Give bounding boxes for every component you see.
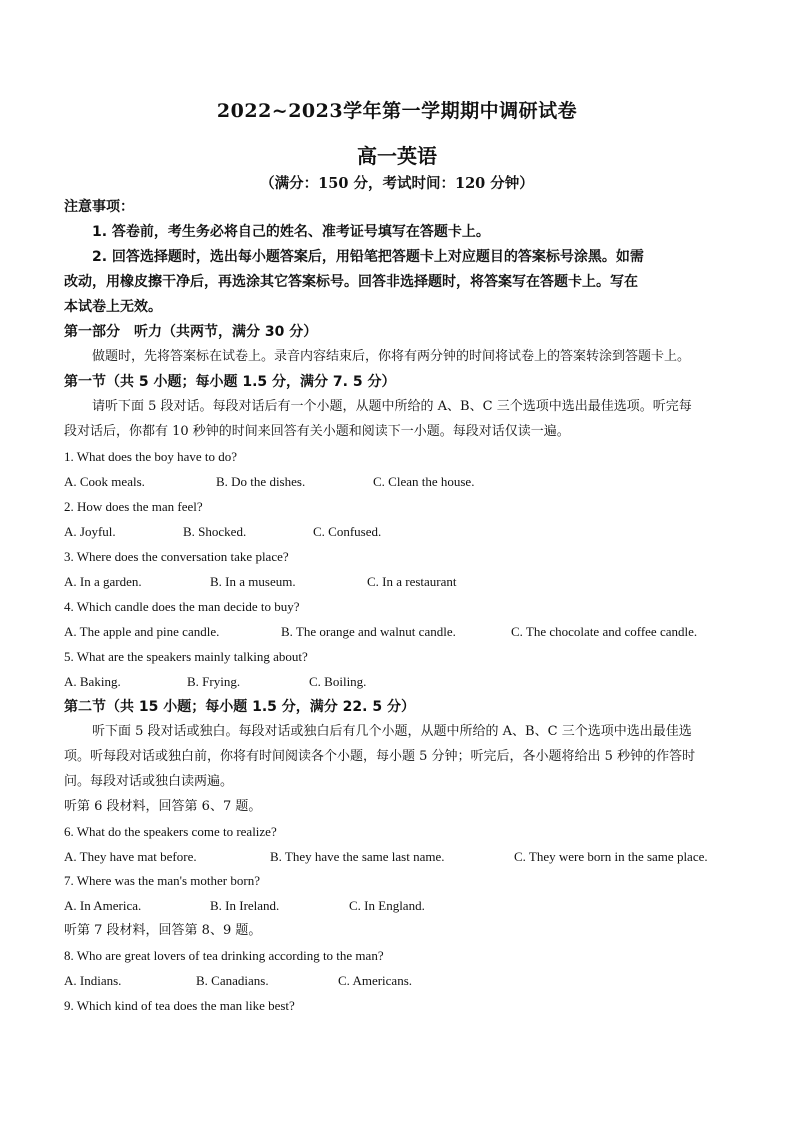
q5-option-a: A. Baking. bbox=[64, 674, 121, 689]
part1-heading-desc: 听力（共两节，满分 30 分） bbox=[134, 324, 318, 340]
q2-option-c: C. Confused. bbox=[313, 524, 382, 539]
question-6: 6. What do the speakers come to realize? bbox=[64, 824, 277, 839]
q3-option-b: B. In a museum. bbox=[210, 574, 296, 589]
section1-heading: 第一节（共 5 小题；每小题 1.5 分，满分 7. 5 分） bbox=[64, 374, 396, 390]
q4-option-b: B. The orange and walnut candle. bbox=[281, 624, 456, 639]
q6-option-a: A. They have mat before. bbox=[64, 849, 197, 864]
q7-option-c: C. In England. bbox=[349, 898, 425, 913]
q8-option-b: B. Canadians. bbox=[196, 973, 269, 988]
q8-option-c: C. Americans. bbox=[338, 973, 413, 988]
notes-item-2a: 2. 回答选择题时，选出每小题答案后，用铅笔把答题卡上对应题目的答案标号涂黑。如需 bbox=[92, 249, 644, 265]
question-5: 5. What are the speakers mainly talking about? bbox=[64, 649, 308, 664]
material-7-note: 听第 7 段材料，回答第 8、9 题。 bbox=[64, 923, 262, 938]
section2-heading: 第二节（共 15 小题；每小题 1.5 分，满分 22. 5 分） bbox=[64, 699, 415, 715]
q5-option-c: C. Boiling. bbox=[309, 674, 367, 689]
part1-heading bbox=[64, 322, 736, 342]
section1-instruction-b: 段对话后，你都有 10 秒钟的时间来回答有关小题和阅读下一小题。每段对话仅读一遍。 bbox=[64, 424, 570, 439]
q1-option-a: A. Cook meals. bbox=[64, 474, 145, 489]
question-8: 8. Who are great lovers of tea drinking according to the man? bbox=[64, 948, 384, 963]
question-4: 4. Which candle does the man decide to buy? bbox=[64, 599, 300, 614]
q1-option-c: C. Clean the house. bbox=[373, 474, 475, 489]
q7-option-b: B. In Ireland. bbox=[210, 898, 280, 913]
part1-instruction: 做题时，先将答案标在试卷上。录音内容结束后，你将有两分钟的时间将试卷上的答案转涂到答题卡上。 bbox=[92, 349, 691, 364]
q1-option-b: B. Do the dishes. bbox=[216, 474, 306, 489]
question-3: 3. Where does the conversation take place? bbox=[64, 549, 289, 564]
notes-item-2c: 本试卷上无效。 bbox=[64, 299, 162, 315]
q6-option-c: C. They were born in the same place. bbox=[514, 849, 708, 864]
exam-title: 2022~2023学年第一学期期中调研试卷 bbox=[216, 100, 578, 122]
question-1: 1. What does the boy have to do? bbox=[64, 449, 238, 464]
q3-option-a: A. In a garden. bbox=[64, 574, 142, 589]
part1-heading-label: 第一部分 bbox=[64, 324, 120, 340]
q4-option-a: A. The apple and pine candle. bbox=[64, 624, 220, 639]
q6-option-b: B. They have the same last name. bbox=[270, 849, 445, 864]
exam-info: （满分：150 分，考试时间：120 分钟） bbox=[260, 175, 534, 192]
q7-option-a: A. In America. bbox=[64, 898, 142, 913]
material-6-note: 听第 6 段材料，回答第 6、7 题。 bbox=[64, 799, 262, 814]
question-9: 9. Which kind of tea does the man like best? bbox=[64, 998, 295, 1013]
q3-option-c: C. In a restaurant bbox=[367, 574, 457, 589]
q2-option-a: A. Joyful. bbox=[64, 524, 116, 539]
q4-option-c: C. The chocolate and coffee candle. bbox=[511, 624, 698, 639]
section2-instruction-c: 问。每段对话或独白读两遍。 bbox=[64, 774, 234, 789]
question-2: 2. How does the man feel? bbox=[64, 499, 203, 514]
exam-subject: 高一英语 bbox=[357, 144, 437, 168]
q5-option-b: B. Frying. bbox=[187, 674, 241, 689]
notes-item-1: 1. 答卷前，考生务必将自己的姓名、准考证号填写在答题卡上。 bbox=[92, 224, 490, 240]
notes-item-2b: 改动，用橡皮擦干净后，再选涂其它答案标号。回答非选择题时，将答案写在答题卡上。写在 bbox=[64, 274, 638, 290]
section1-instruction-a: 请听下面 5 段对话。每段对话后有一个小题，从题中所给的 A、B、C 三个选项中选出最佳选项。听完每 bbox=[92, 399, 692, 414]
notes-heading: 注意事项： bbox=[64, 199, 134, 215]
section2-instruction-b: 项。听每段对话或独白前，你将有时间阅读各个小题，每小题 5 分钟；听完后，各小题将给出 5 秒钟的作答时 bbox=[64, 749, 696, 764]
q2-option-b: B. Shocked. bbox=[183, 524, 247, 539]
question-7: 7. Where was the man's mother born? bbox=[64, 873, 260, 888]
section2-instruction-a: 听下面 5 段对话或独白。每段对话或独白后有几个小题，从题中所给的 A、B、C 三个选项中选出最佳选 bbox=[92, 724, 692, 739]
q8-option-a: A. Indians. bbox=[64, 973, 122, 988]
